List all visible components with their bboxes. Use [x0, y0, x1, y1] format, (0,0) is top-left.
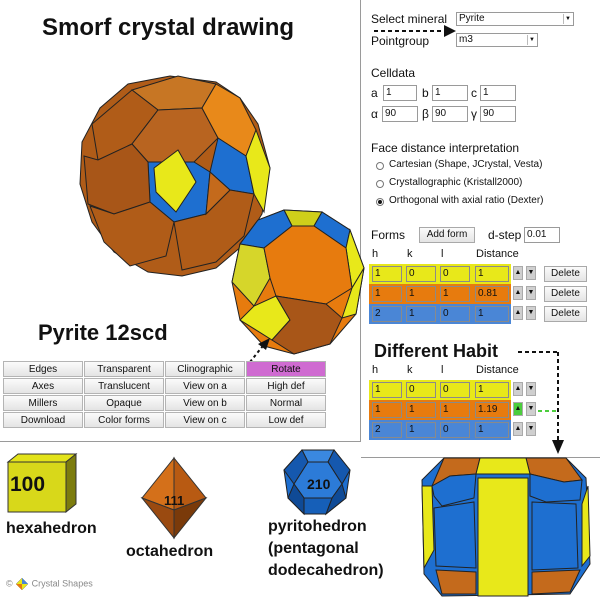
normal-button[interactable]: Normal — [246, 395, 326, 411]
cell-gamma-input[interactable]: 90 — [480, 106, 516, 122]
form-k-input[interactable]: 1 — [406, 286, 436, 302]
form-h-input[interactable]: 1 — [372, 266, 402, 282]
pointgroup-label: Pointgroup — [371, 34, 430, 48]
delete-form-button[interactable]: Delete — [544, 266, 587, 282]
radio-crystallographic[interactable] — [376, 180, 384, 188]
habit-header-h: h — [372, 364, 379, 376]
radio-cartesian-label: Cartesian (Shape, JCrystal, Vesta) — [389, 159, 543, 170]
add-form-button[interactable]: Add form — [419, 227, 475, 243]
octahedron-label: octahedron — [126, 543, 214, 560]
celldata-label: Celldata — [371, 66, 416, 80]
copyright-icon: © — [6, 578, 13, 589]
habit-arrow-icon — [516, 340, 566, 456]
footer — [6, 577, 93, 591]
cell-alpha-input[interactable]: 90 — [382, 106, 418, 122]
cell-a-input[interactable]: 1 — [383, 85, 417, 101]
mineral-select[interactable] — [456, 12, 574, 26]
view-on-b-button[interactable]: View on b — [165, 395, 245, 411]
form-l-input[interactable]: 0 — [440, 266, 470, 282]
distance-up-icon[interactable]: ▲ — [513, 306, 523, 320]
clinographic-button[interactable]: Clinographic — [165, 361, 245, 377]
distance-up-icon[interactable]: ▲ — [513, 402, 523, 416]
pointgroup-select[interactable] — [456, 33, 538, 47]
millers-button[interactable]: Millers — [3, 395, 83, 411]
different-habit-label: Different Habit — [374, 341, 499, 361]
pyritohedron-label: pyritohedron — [268, 518, 367, 535]
distance-up-icon[interactable]: ▲ — [513, 422, 523, 436]
radio-orthogonal-label: Orthogonal with axial ratio (Dexter) — [389, 195, 544, 206]
habit-distance-input[interactable]: 1 — [475, 382, 509, 398]
hexahedron-label: hexahedron — [6, 520, 97, 537]
form-h-input[interactable]: 2 — [372, 306, 402, 322]
form-k-input[interactable]: 0 — [406, 266, 436, 282]
edges-button[interactable]: Edges — [3, 361, 83, 377]
opaque-button[interactable]: Opaque — [84, 395, 164, 411]
mineral-select-value: Pyrite — [459, 13, 485, 24]
habit-header-l: l — [441, 364, 444, 376]
rotate-button[interactable]: Rotate — [246, 361, 326, 377]
highlight-dash-icon — [538, 408, 560, 414]
distance-down-icon[interactable]: ▼ — [526, 266, 536, 280]
habit-l-input[interactable]: 0 — [440, 382, 470, 398]
distance-up-icon[interactable]: ▲ — [513, 286, 523, 300]
form-l-input[interactable]: 0 — [440, 306, 470, 322]
habit-k-input[interactable]: 1 — [406, 402, 436, 418]
habit-l-input[interactable]: 1 — [440, 402, 470, 418]
forms-header-l: l — [441, 248, 444, 260]
form-k-input[interactable]: 1 — [406, 306, 436, 322]
octahedron-index: 111 — [164, 493, 185, 508]
axes-button[interactable]: Axes — [3, 378, 83, 394]
form-distance-input[interactable]: 0.81 — [475, 286, 509, 302]
crystal-shapes-logo-icon — [15, 577, 29, 591]
select-mineral-label: Select mineral — [371, 12, 448, 26]
form-h-input[interactable]: 1 — [372, 286, 402, 302]
forms-header-distance: Distance — [476, 248, 519, 260]
distance-down-icon[interactable]: ▼ — [526, 306, 536, 320]
hexahedron-index: 100 — [10, 473, 46, 496]
cell-beta-label: β — [422, 107, 429, 121]
download-button[interactable]: Download — [3, 412, 83, 428]
delete-form-button[interactable]: Delete — [544, 286, 587, 302]
habit-distance-input[interactable]: 1.19 — [475, 402, 509, 418]
footer-text: Crystal Shapes — [31, 578, 93, 589]
habit-crystal-image[interactable] — [420, 456, 592, 598]
habit-h-input[interactable]: 2 — [372, 422, 402, 438]
form-l-input[interactable]: 1 — [440, 286, 470, 302]
habit-h-input[interactable]: 1 — [372, 402, 402, 418]
habit-k-input[interactable]: 0 — [406, 382, 436, 398]
habit-header-k: k — [407, 364, 413, 376]
transparent-button[interactable]: Transparent — [84, 361, 164, 377]
pointgroup-select-value: m3 — [459, 34, 473, 45]
pyritohedron-label-line3: dodecahedron) — [268, 562, 384, 579]
view-controls — [3, 361, 325, 428]
distance-up-icon[interactable]: ▲ — [513, 382, 523, 396]
view-on-c-button[interactable]: View on c — [165, 412, 245, 428]
habit-header-distance: Distance — [476, 364, 519, 376]
forms-label: Forms — [371, 228, 405, 242]
forms-header-h: h — [372, 248, 379, 260]
forms-header-k: k — [407, 248, 413, 260]
pyritohedron-index: 210 — [307, 476, 331, 492]
cell-b-label: b — [422, 86, 429, 100]
form-distance-input[interactable]: 1 — [475, 306, 509, 322]
radio-crystallographic-label: Crystallographic (Kristall2000) — [389, 177, 523, 188]
translucent-button[interactable]: Translucent — [84, 378, 164, 394]
distance-down-icon[interactable]: ▼ — [526, 402, 536, 416]
habit-distance-input[interactable]: 1 — [475, 422, 509, 438]
low-def-button[interactable]: Low def — [246, 412, 326, 428]
habit-k-input[interactable]: 1 — [406, 422, 436, 438]
crystal-label: Pyrite 12scd — [38, 320, 168, 345]
distance-down-icon[interactable]: ▼ — [526, 286, 536, 300]
cell-a-label: a — [371, 86, 378, 100]
cell-gamma-label: γ — [471, 107, 477, 121]
radio-orthogonal[interactable] — [376, 198, 384, 206]
habit-h-input[interactable]: 1 — [372, 382, 402, 398]
cell-c-label: c — [471, 86, 477, 100]
cell-beta-input[interactable]: 90 — [432, 106, 468, 122]
chevron-down-icon: ▼ — [563, 14, 572, 24]
distance-down-icon[interactable]: ▼ — [526, 382, 536, 396]
page-title: Smorf crystal drawing — [42, 14, 295, 41]
cell-alpha-label: α — [371, 107, 378, 121]
interpretation-label: Face distance interpretation — [371, 141, 520, 155]
distance-down-icon[interactable]: ▼ — [526, 422, 536, 436]
distance-up-icon[interactable]: ▲ — [513, 266, 523, 280]
cell-c-input[interactable]: 1 — [480, 85, 516, 101]
color-forms-button[interactable]: Color forms — [84, 412, 164, 428]
radio-cartesian[interactable] — [376, 162, 384, 170]
chevron-down-icon: ▼ — [527, 35, 536, 45]
habit-l-input[interactable]: 0 — [440, 422, 470, 438]
high-def-button[interactable]: High def — [246, 378, 326, 394]
form-distance-input[interactable]: 1 — [475, 266, 509, 282]
dstep-input[interactable]: 0.01 — [524, 227, 560, 243]
view-on-a-button[interactable]: View on a — [165, 378, 245, 394]
delete-form-button[interactable]: Delete — [544, 306, 587, 322]
cell-b-input[interactable]: 1 — [432, 85, 468, 101]
pyritohedron-label-line2: (pentagonal — [268, 540, 359, 557]
dstep-label: d-step — [488, 228, 522, 242]
